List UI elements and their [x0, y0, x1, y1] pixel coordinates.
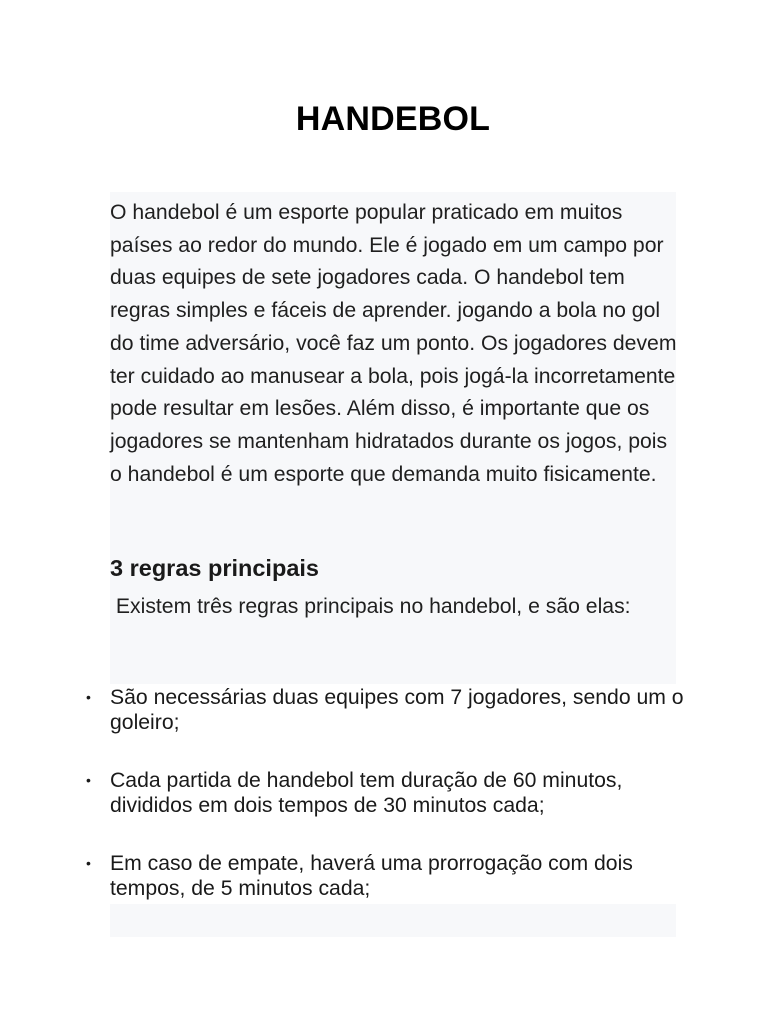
rules-heading: 3 regras principais	[110, 555, 319, 581]
rules-list	[86, 685, 690, 934]
bullet-icon: •	[86, 689, 91, 705]
rule-item	[86, 768, 690, 818]
rule-item	[86, 685, 690, 735]
rule-item	[86, 851, 690, 901]
bullet-icon: •	[86, 772, 91, 788]
intro-paragraph: O handebol é um esporte popular praticado em muitos países ao redor do mundo. Ele é jogado em um campo por duas equipes de sete jogadores cada. O handebol tem regras simples e fáceis de aprender. jogando a bola no gol do time adversário, você faz um ponto. Os jogadores devem ter cuidado ao manusear a bola, pois jogá-la incorretamente pode resultar em lesões. Além disso, é importante que os jogadores se mantenham hidratados durante os jogos, pois o handebol é um esporte que demanda muito fisicamente.	[110, 201, 677, 486]
page-title: HANDEBOL	[295, 100, 491, 138]
bullet-icon: •	[86, 855, 91, 871]
rule-text: São necessárias duas equipes com 7 jogadores, sendo um o goleiro;	[110, 686, 684, 734]
rule-text: Em caso de empate, haverá uma prorrogação com dois tempos, de 5 minutos cada;	[110, 852, 633, 900]
rule-text: Cada partida de handebol tem duração de 60 minutos, divididos em dois tempos de 30 minutos cada;	[110, 769, 623, 817]
rules-intro: Existem três regras principais no handebol, e são elas:	[110, 595, 631, 618]
